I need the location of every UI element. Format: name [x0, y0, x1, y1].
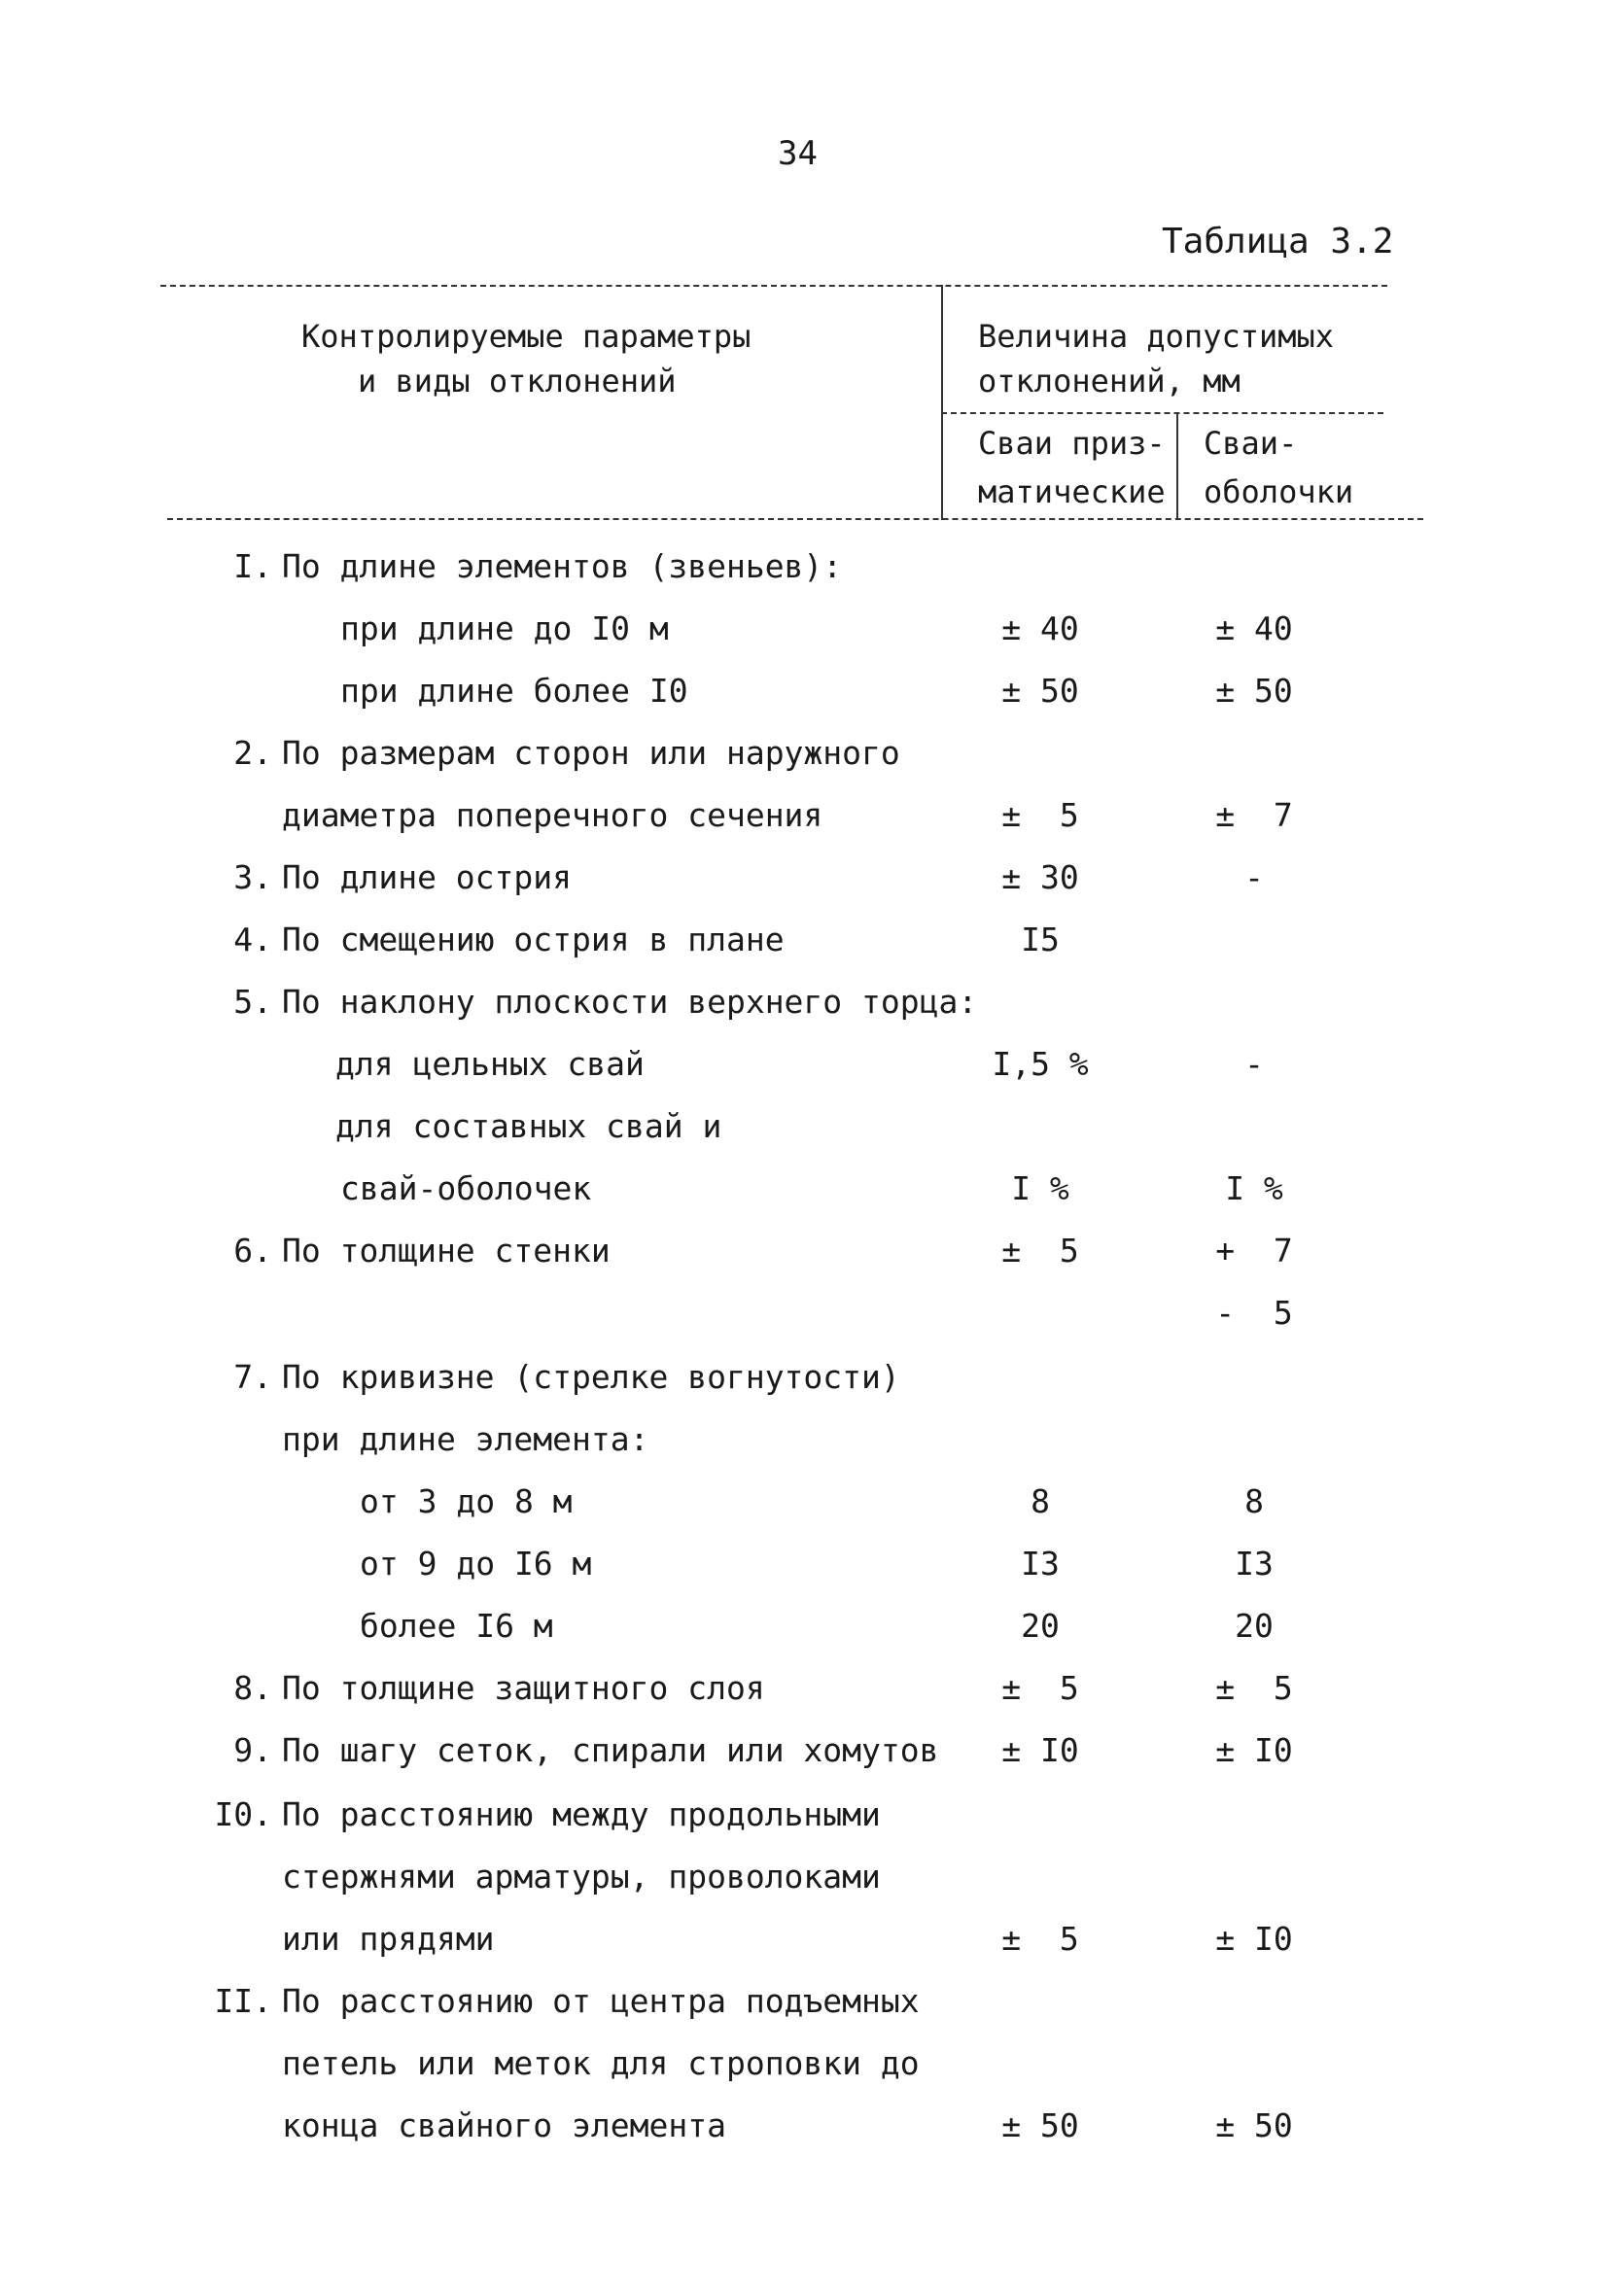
- table-row: [0, 1353, 1608, 1402]
- row-value-shell: 8: [1244, 1482, 1264, 1520]
- table-row: [0, 1289, 1608, 1338]
- row-value-shell: ± 5: [1215, 1669, 1293, 1707]
- row-parameter-text: По смещению острия в плане: [282, 921, 785, 958]
- row-value-prismatic: ± I0: [1001, 1731, 1079, 1769]
- table-row: [0, 1915, 1608, 1964]
- row-value-prismatic: ± 5: [1001, 796, 1079, 834]
- row-number: 9.: [233, 1731, 272, 1769]
- row-parameter-text: По толщине защитного слоя: [282, 1669, 765, 1707]
- header-col1-line2: матические: [978, 473, 1166, 510]
- table-row: [0, 605, 1608, 653]
- row-parameter-text: при длине более I0: [340, 672, 688, 710]
- row-number: 2.: [233, 734, 272, 772]
- header-col2-line2: оболочки: [1204, 473, 1354, 510]
- table-row: [0, 1726, 1608, 1775]
- row-parameter-text: По расстоянию от центра подъемных: [282, 1982, 920, 2020]
- row-parameter-text: По размерам сторон или наружного: [282, 734, 900, 772]
- row-parameter-text: диаметра поперечного сечения: [282, 796, 823, 834]
- row-parameter-text: стержнями арматуры, проволоками: [282, 1858, 881, 1896]
- table-row: [0, 978, 1608, 1026]
- row-value-prismatic: ± 5: [1001, 1232, 1079, 1270]
- row-value-prismatic: ± 5: [1001, 1669, 1079, 1707]
- table-row: [0, 1853, 1608, 1901]
- header-param-line2: и виды отклонений: [358, 363, 677, 400]
- table-row: [0, 1977, 1608, 2026]
- row-value-shell: 20: [1235, 1607, 1274, 1645]
- table-row: [0, 1102, 1608, 1151]
- row-value-prismatic: ± 5: [1001, 1920, 1079, 1958]
- header-value-line1: Величина допустимых: [978, 318, 1335, 355]
- row-parameter-text: конца свайного элемента: [282, 2106, 726, 2144]
- row-value-prismatic: ± 30: [1001, 858, 1079, 896]
- table-row: [0, 1165, 1608, 1213]
- row-number: 5.: [233, 983, 272, 1021]
- row-parameter-text: для составных свай и: [335, 1107, 722, 1145]
- row-parameter-text: петель или меток для строповки до: [282, 2044, 920, 2082]
- table-row: [0, 542, 1608, 591]
- row-number: 6.: [233, 1232, 272, 1270]
- row-parameter-text: от 9 до I6 м: [360, 1545, 592, 1583]
- row-value-shell: -: [1244, 1045, 1264, 1083]
- row-parameter-text: По кривизне (стрелке вогнутости): [282, 1358, 900, 1396]
- page-number: 34: [778, 134, 818, 173]
- row-parameter-text: По толщине стенки: [282, 1232, 611, 1270]
- table-row: [0, 853, 1608, 902]
- table-caption: Таблица 3.2: [1162, 222, 1394, 261]
- row-value-shell: ± 40: [1215, 609, 1293, 647]
- row-value-prismatic: ± 50: [1001, 2106, 1079, 2144]
- row-parameter-text: По длине элементов (звеньев):: [282, 547, 843, 585]
- table-row: [0, 916, 1608, 964]
- table-row: [0, 1227, 1608, 1275]
- row-value-shell: ± 7: [1215, 796, 1293, 834]
- row-value-shell: - 5: [1215, 1294, 1293, 1332]
- row-number: 8.: [233, 1669, 272, 1707]
- row-number: II.: [214, 1982, 272, 2020]
- row-value-prismatic: I,5 %: [992, 1045, 1089, 1083]
- row-value-prismatic: I3: [1021, 1545, 1060, 1583]
- row-value-shell: ± I0: [1215, 1731, 1293, 1769]
- row-value-prismatic: 8: [1031, 1482, 1050, 1520]
- row-number: I0.: [214, 1795, 272, 1833]
- row-number: 7.: [233, 1358, 272, 1396]
- row-number: 3.: [233, 858, 272, 896]
- table-row: [0, 1602, 1608, 1651]
- row-parameter-text: для цельных свай: [335, 1045, 645, 1083]
- table-row: [0, 1040, 1608, 1089]
- row-parameter-text: при длине элемента:: [282, 1420, 649, 1458]
- row-value-prismatic: ± 50: [1001, 672, 1079, 710]
- header-divider-sub: [1176, 412, 1178, 520]
- row-value-shell: ± I0: [1215, 1920, 1293, 1958]
- row-parameter-text: более I6 м: [360, 1607, 553, 1645]
- row-value-shell: -: [1244, 858, 1264, 896]
- table-row: [0, 1478, 1608, 1526]
- row-parameter-text: свай-оболочек: [340, 1169, 592, 1207]
- table-row: [0, 2039, 1608, 2088]
- header-divider-main: [941, 285, 943, 520]
- row-value-prismatic: 20: [1021, 1607, 1060, 1645]
- header-value-line2: отклонений, мм: [978, 363, 1241, 400]
- row-parameter-text: По наклону плоскости верхнего торца:: [282, 983, 978, 1021]
- header-col2-line1: Сваи-: [1204, 425, 1298, 462]
- row-value-prismatic: I5: [1021, 921, 1060, 958]
- row-value-shell: I3: [1235, 1545, 1274, 1583]
- row-value-shell: I %: [1225, 1169, 1283, 1207]
- row-parameter-text: или прядями: [282, 1920, 495, 1958]
- table-row: [0, 1791, 1608, 1839]
- header-col1-line1: Сваи приз-: [978, 425, 1166, 462]
- row-parameter-text: от 3 до 8 м: [360, 1482, 573, 1520]
- header-param-line1: Контролируемые параметры: [301, 318, 752, 355]
- row-number: 4.: [233, 921, 272, 958]
- row-parameter-text: По длине острия: [282, 858, 573, 896]
- row-value-prismatic: I %: [1011, 1169, 1069, 1207]
- row-value-prismatic: ± 40: [1001, 609, 1079, 647]
- table-top-rule: [160, 285, 1387, 287]
- table-row: [0, 1664, 1608, 1713]
- row-value-shell: ± 50: [1215, 672, 1293, 710]
- row-parameter-text: По шагу сеток, спирали или хомутов: [282, 1731, 939, 1769]
- row-parameter-text: По расстоянию между продольными: [282, 1795, 881, 1833]
- table-row: [0, 729, 1608, 778]
- row-parameter-text: при длине до I0 м: [340, 609, 669, 647]
- row-value-shell: ± 50: [1215, 2106, 1293, 2144]
- table-row: [0, 791, 1608, 840]
- table-header-bottom-rule: [167, 518, 1423, 520]
- table-row: [0, 1415, 1608, 1464]
- table-row: [0, 667, 1608, 715]
- table-row: [0, 2102, 1608, 2150]
- row-number: I.: [233, 547, 272, 585]
- row-value-shell: + 7: [1215, 1232, 1293, 1270]
- table-row: [0, 1540, 1608, 1588]
- header-sub-rule: [941, 412, 1383, 414]
